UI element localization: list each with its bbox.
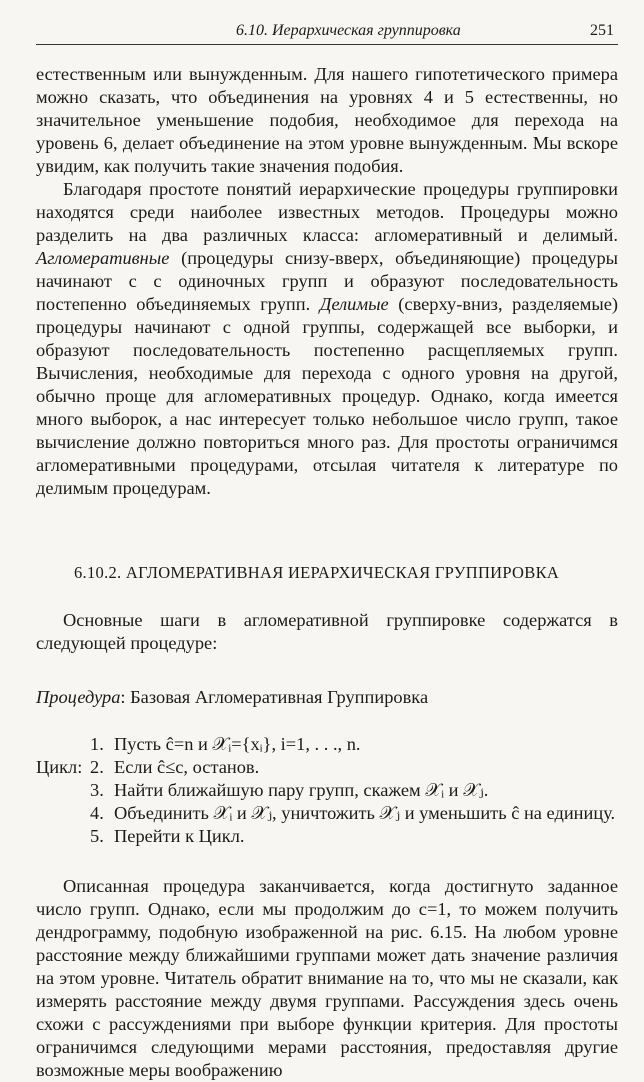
procedure-step [36, 802, 618, 825]
step-number: 1. [90, 734, 104, 754]
step-label [36, 825, 90, 848]
paragraph-3: Основные шаги в агломеративной группировке содержатся в следующей процедуре: [36, 610, 618, 653]
procedure-step [36, 756, 618, 779]
procedure-label: Процедура [36, 687, 121, 707]
running-header [36, 0, 618, 45]
paragraph-2-part-c: (сверху-вниз, разделяемые) процедуры начинают с одной группы, содержащей все выборки, и образуют последовательность постепенно расщепляемых групп. Вычисления, необходимые для перехода с одного уровня на другой, обычно проще для агломеративных процедур. Однако, когда имеется много выборок, а нас интересует только небольшое число групп, такое вычисление должно повториться много раз. Для простоты ограничимся агломеративными процедурами, отсылая читателя к литературе по делимым процедурам. [36, 294, 618, 498]
step-text: Перейти к Цикл. [114, 826, 245, 846]
section-heading: 6.10.2. АГЛОМЕРАТИВНАЯ ИЕРАРХИЧЕСКАЯ ГРУППИРОВКА [74, 563, 560, 582]
procedure-step [36, 825, 618, 848]
term-divisive: Делимые [319, 294, 389, 314]
paragraph-2-part-a: Благодаря простоте понятий иерархические процедуры группировки находятся среди наиболее известных методов. Процедуры можно разделить на два различных класса: агломеративный и делимый. [36, 179, 618, 245]
procedure-title [36, 686, 618, 709]
paragraph-4: Описанная процедура заканчивается, когда достигнуто заданное число групп. Однако, если мы продолжим до c=1, то можем получить дендрограмму, подобную изображенной на рис. 6.15. На любом уровне расстояние между ближайшими группами может дать значение различия на этом уровне. Читатель обратит внимание на то, что мы не сказали, как измерять расстояние между двумя группами. Рассуждения здесь очень схожи с рассуждениями при выборе функции критерия. Для простоты ограничимся следующими мерами расстояния, предоставляя другие возможные меры воображению [36, 876, 618, 1080]
step-label [36, 733, 90, 756]
paragraph-2-part-b: (процедуры снизу-вверх, объединяющие) процедуры начинают с c одиночных групп и образуют последовательность постепенно объединяемых групп. [36, 248, 618, 314]
step-text: Найти ближайшую пару групп, скажем 𝒳ᵢ и 𝒳ⱼ. [114, 780, 489, 800]
step-label: Цикл: [36, 757, 83, 777]
paragraph-2 [36, 178, 618, 500]
step-number: 5. [90, 826, 104, 846]
header-title: 6.10. Иерархическая группировка [236, 22, 461, 39]
term-agglomerative: Агломеративные [36, 248, 170, 268]
procedure-step [36, 733, 618, 756]
step-text: Объединить 𝒳ᵢ и 𝒳ⱼ, уничтожить 𝒳ⱼ и уменьшить ĉ на единицу. [114, 803, 616, 823]
procedure-name: : Базовая Агломеративная Группировка [120, 687, 429, 707]
step-number: 3. [90, 780, 104, 800]
step-number: 2. [90, 757, 104, 777]
step-text: Пусть ĉ=n и 𝒳ᵢ={xᵢ}, i=1, . . ., n. [114, 734, 361, 754]
procedure-step [36, 779, 618, 802]
page-number: 251 [590, 22, 614, 39]
step-number: 4. [90, 803, 104, 823]
step-text: Если ĉ≤c, останов. [114, 757, 260, 777]
procedure-steps [36, 733, 618, 848]
paragraph-1: естественным или вынужденным. Для нашего гипотетического примера можно сказать, что объединения на уровнях 4 и 5 естественны, но значительное уменьшение подобия, необходимое для перехода на уровень 6, делает объединение на этом уровне вынужденным. Мы вскоре увидим, как получить такие значения подобия. [36, 64, 618, 176]
step-label [36, 802, 90, 825]
step-label [36, 779, 90, 802]
